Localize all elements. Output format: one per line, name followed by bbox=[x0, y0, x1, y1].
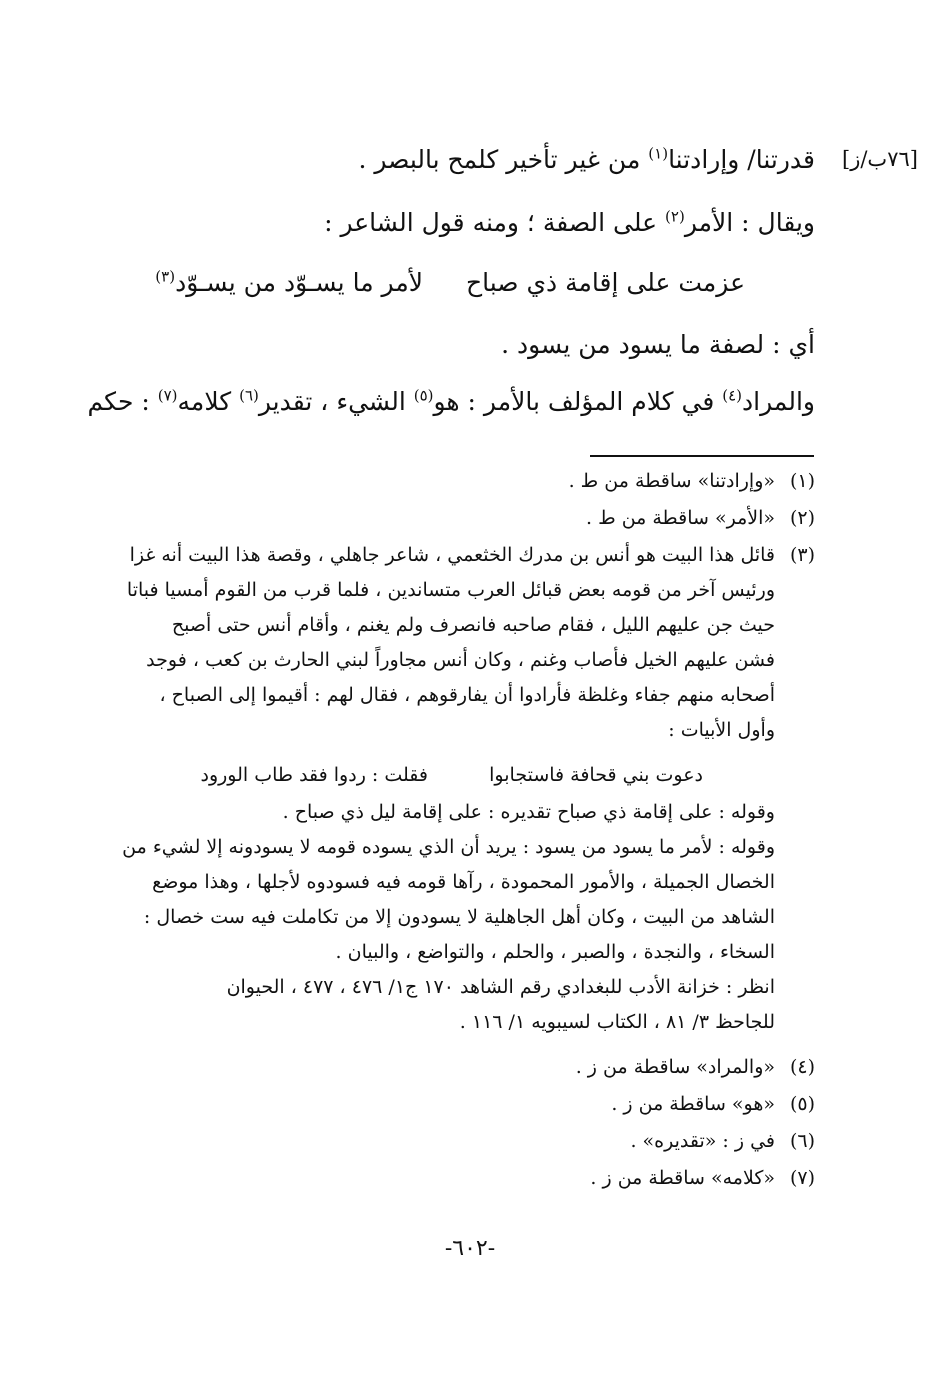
main-line-5: والمراد$^{(٤)}$ في كلام المؤلف بالأمر : هو$^{(٥)}$ الشيء ، تقدير$^{(٦)}$ كلامه$^{(٧)}$ : حكم bbox=[87, 386, 815, 416]
footnote-3-line: أصحابه منهم جفاء وغلظة فأرادوا أن يفارقوهم ، فقال لهم : أقيموا إلى الصباح ، bbox=[159, 684, 775, 706]
footnote-ref-4: (٤) bbox=[722, 386, 743, 405]
footnote-ref-3: (٣) bbox=[155, 267, 176, 286]
footnote-text-7: «كلامه» ساقطة من ز . bbox=[590, 1167, 775, 1189]
footnote-3-line: الخصال الجميلة ، والأمور المحمودة ، رآها قومه فيه فسودوه لأجلها ، وهذا موضع bbox=[152, 871, 775, 893]
footnote-3-line: الشاهد من البيت ، وكان أهل الجاهلية لا يسودون إلا من تكاملت فيه ست خصال : bbox=[143, 906, 775, 928]
footnote-separator bbox=[590, 455, 814, 457]
main-line-1: قدرتنا/ وإرادتنا$^{(١)}$ من غير تأخير كلمح بالبصر . bbox=[358, 144, 815, 174]
footnote-number-1: (١) bbox=[789, 470, 815, 492]
footnote-number-2: (٢) bbox=[789, 507, 815, 529]
page-number: -٦٠٢- bbox=[444, 1236, 496, 1261]
footnote-text-2: «الأمر» ساقطة من ط . bbox=[586, 507, 775, 529]
footnote-3-line: وقوله : على إقامة ذي صباح تقديره : على إقامة ليل ذي صباح . bbox=[282, 801, 775, 823]
verse-hemistich-2: لأمر ما يسـوّد من يسـوّد$^{(٣)}$ bbox=[155, 267, 423, 297]
footnote-3-line: حيث جن عليهم الليل ، فقام صاحبه فانصرف ولم يغنم ، وأقام أنس حتى أصبح bbox=[171, 614, 775, 636]
footnote-3-line: قائل هذا البيت هو أنس بن مدرك الخثعمي ، شاعر جاهلي ، وقصة هذا البيت أنه غزا bbox=[129, 544, 775, 566]
footnote-text-4: «والمراد» ساقطة من ز . bbox=[575, 1056, 775, 1078]
verse-hemistich-1: عزمت على إقامة ذي صباح bbox=[465, 268, 745, 297]
footnote-ref-1: (١) bbox=[648, 144, 669, 163]
footnote-text-6: في ز : «تقديره» . bbox=[630, 1130, 775, 1152]
footnote-3-line: ورئيس آخر من قومه بعض قبائل العرب متساندين ، فلما قرب من القوم أمسيا فباتا bbox=[126, 579, 775, 601]
footnote-number-3: (٣) bbox=[789, 544, 815, 566]
footnote-3-line: وقوله : لأمر ما يسود من يسود : يريد أن الذي يسوده قومه لا يسودونه إلا لشيء من bbox=[122, 836, 775, 858]
footnote-3-line: انظر : خزانة الأدب للبغدادي رقم الشاهد ١٧٠ ج١/ ٤٧٦ ، ٤٧٧ ، الحيوان bbox=[226, 976, 775, 998]
manuscript-folio-marker: [٧٦ب/ز] bbox=[842, 147, 918, 171]
footnote-ref-7: (٧) bbox=[157, 386, 178, 405]
footnote-3-line: السخاء ، والنجدة ، والصبر ، والحلم ، والتواضع ، والبيان . bbox=[335, 941, 775, 963]
main-line-2: ويقال : الأمر$^{(٢)}$ على الصفة ؛ ومنه قول الشاعر : bbox=[324, 207, 815, 237]
footnote-3-verse-hemistich-1: دعوت بني قحافة فاستجابوا bbox=[489, 764, 703, 786]
footnote-text-1: «وإرادتنا» ساقطة من ط . bbox=[568, 470, 775, 492]
footnote-number-4: (٤) bbox=[789, 1056, 815, 1078]
footnote-number-6: (٦) bbox=[789, 1130, 815, 1152]
footnote-ref-6: (٦) bbox=[239, 386, 259, 405]
footnote-number-5: (٥) bbox=[789, 1093, 815, 1115]
footnote-3-verse-hemistich-2: فقلت : ردوا فقد طاب الورود bbox=[200, 764, 428, 786]
footnote-text-5: «هو» ساقطة من ز . bbox=[611, 1093, 775, 1115]
footnote-3-line: للجاحظ ٣/ ٨١ ، الكتاب لسيبويه ١/ ١١٦ . bbox=[459, 1011, 775, 1033]
footnote-number-7: (٧) bbox=[789, 1167, 815, 1189]
footnote-ref-5: (٥) bbox=[413, 386, 434, 405]
footnote-3-line: وأول الأبيات : bbox=[668, 719, 775, 741]
main-line-4: أي : لصفة ما يسود من يسود . bbox=[501, 330, 815, 359]
footnote-3-line: فشن عليهم الخيل فأصاب وغنم ، وكان أنس مجاوراً لبني الحارث بن كعب ، فوجد bbox=[146, 649, 775, 671]
footnote-ref-2: (٢) bbox=[665, 207, 685, 226]
